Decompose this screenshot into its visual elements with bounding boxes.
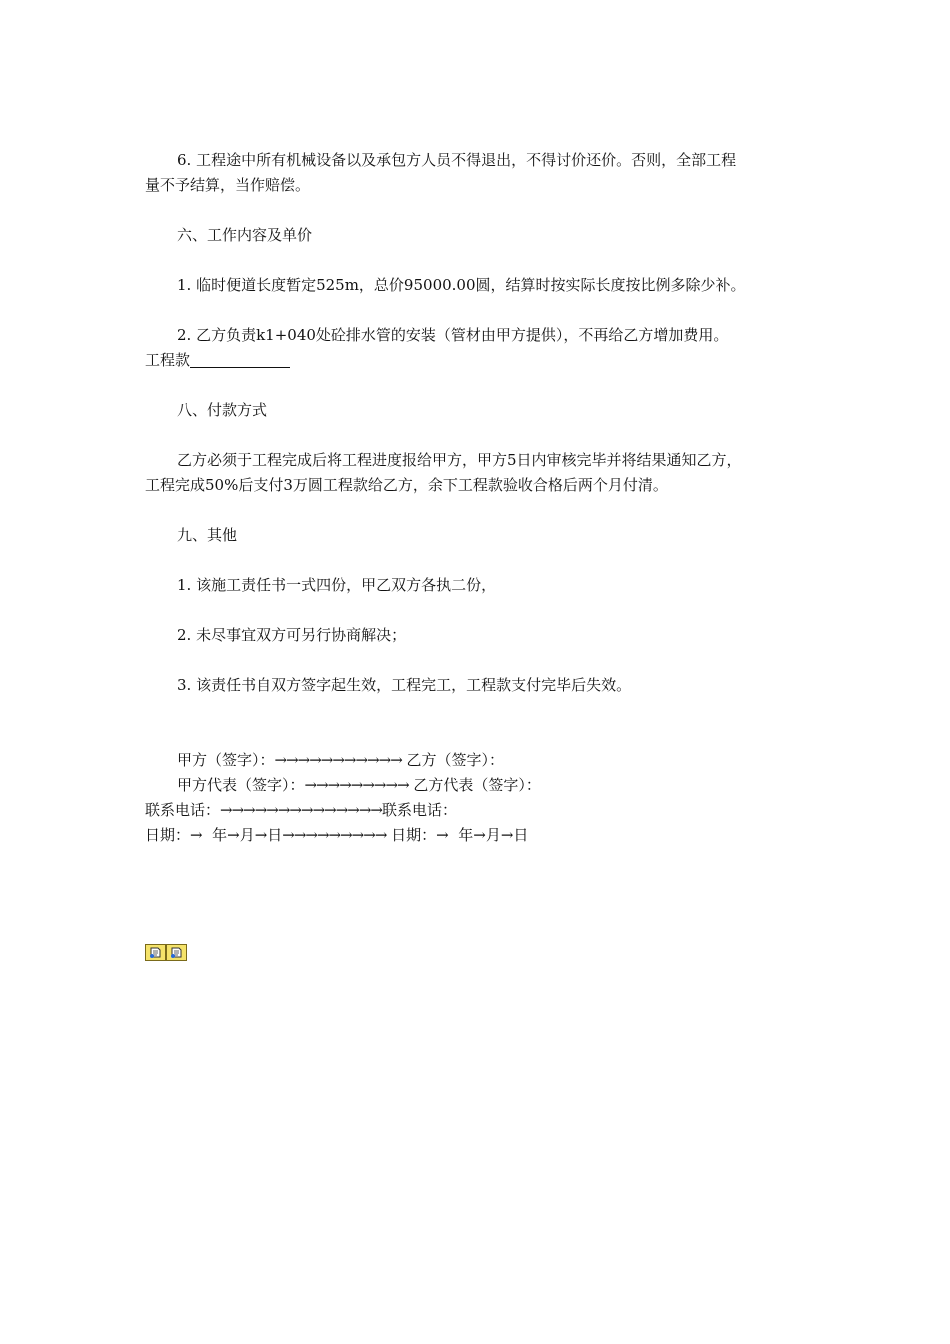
section-6-heading: 六、工作内容及单价 [177,226,313,244]
section-9-heading: 九、其他 [177,526,238,544]
section-8-line-2: 工程完成50%后支付3万圆工程款给乙方，余下工程款验收合格后两个月付清。 [145,476,668,494]
section-8-line-1: 乙方必须于工程完成后将工程进度报给甲方，甲方5日内审核完毕并将结果通知乙方， [177,451,742,469]
date-a-fields: → 年→月→日 [190,826,283,844]
date-arrows: →→→→→→→→→ [282,826,387,844]
phone-line [145,798,810,823]
date-b-label: 日期： [386,826,437,844]
party-a-arrows: →→→→→→→→→→→ [274,751,402,769]
representative-signature-line [145,773,810,798]
clause-6-cont [145,173,810,198]
rep-a-arrows: →→→→→→→→→ [304,776,409,794]
payment-amount-line [145,348,810,373]
section-9-item-3: 3. 该责任书自双方签字起生效，工程完工，工程款支付完毕后失效。 [177,676,632,694]
section-6-item-2: 2. 乙方负责k1+040处砼排水管的安装（管材由甲方提供），不再给乙方增加费用。 [177,326,729,344]
section-6-item-1: 1. 临时便道长度暂定525m，总价95000.00圆，结算时按实际长度按比例多除少补。 [177,276,746,294]
clause-6-line1: 6. 工程途中所有机械设备以及承包方人员不得退出，不得讨价还价。否则，全部工程 [177,151,737,169]
phone-arrows: →→→→→→→→→→→→→→ [220,801,382,819]
section-9-item-2: 2. 未尽事宜双方可另行协商解决； [177,626,407,644]
payment-label: 工程款 [145,351,191,369]
phone-b-label: 联系电话： [381,801,457,819]
document-icon-glyph [148,946,163,959]
document-icon[interactable] [145,944,166,961]
section-9-item-1: 1. 该施工责任书一式四份，甲乙双方各执二份， [177,576,497,594]
phone-a-label: 联系电话： [145,801,221,819]
rep-a-label: 甲方代表（签字）： [177,776,305,794]
section-8-heading: 八、付款方式 [177,401,268,419]
party-a-label: 甲方（签字）： [177,751,275,769]
payment-blank [190,351,290,368]
clause-6 [145,148,810,173]
document-icon[interactable] [166,944,187,961]
embedded-icons [145,944,187,961]
clause-6-line2: 量不予结算，当作赔偿。 [145,176,311,194]
party-a-signature-line [145,748,810,773]
date-line [145,823,810,848]
document-body [145,148,810,848]
rep-b-label: 乙方代表（签字）： [408,776,541,794]
date-a-label: 日期： [145,826,191,844]
document-icon-glyph [169,946,184,959]
date-b-fields: → 年→月→日 [436,826,529,844]
party-b-label: 乙方（签字）： [401,751,505,769]
